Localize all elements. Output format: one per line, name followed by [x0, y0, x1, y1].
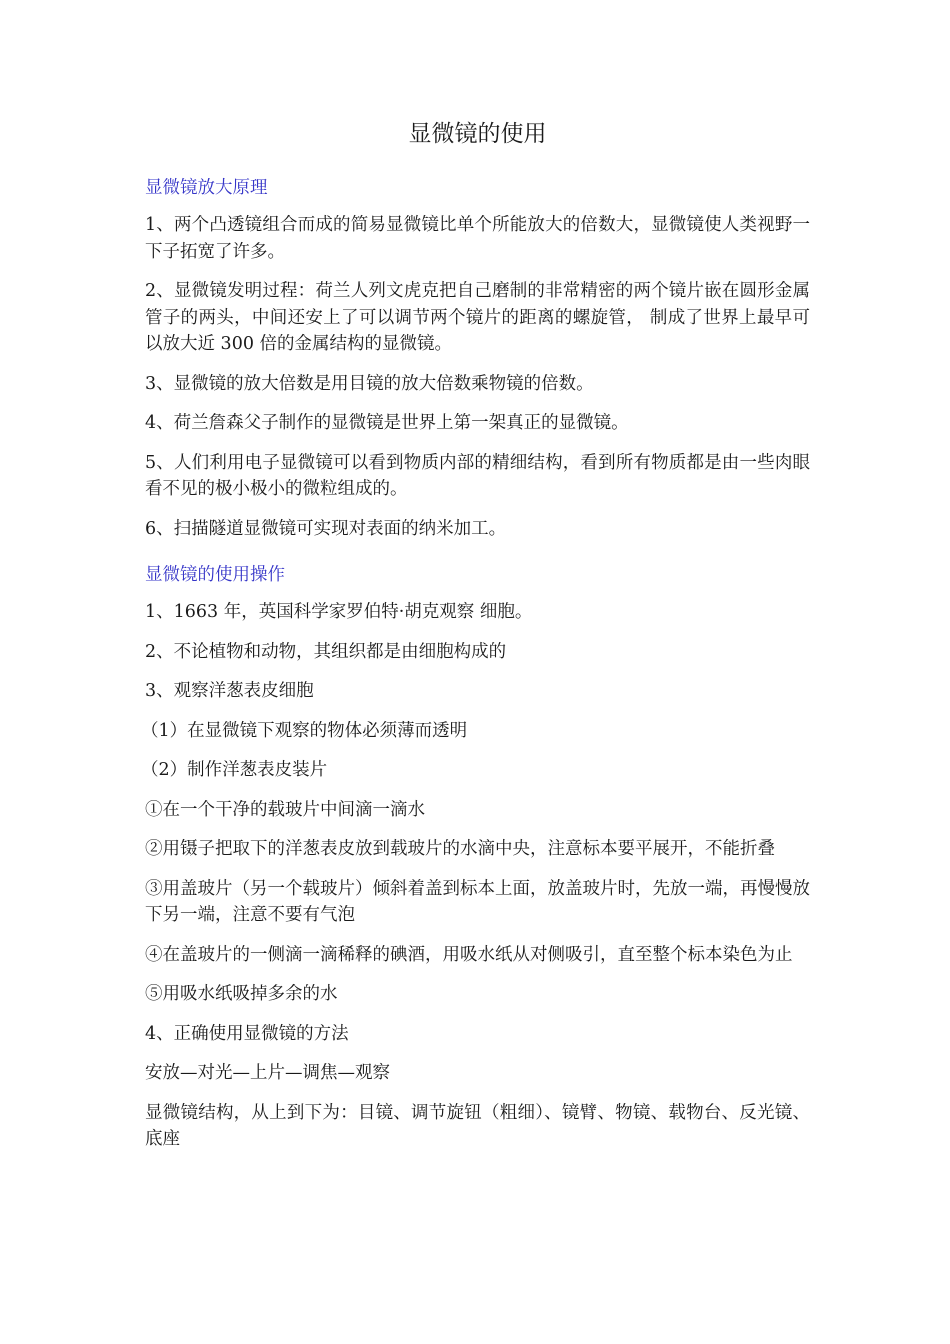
paragraph: 1、两个凸透镜组合而成的简易显微镜比单个所能放大的倍数大，显微镜使人类视野一下子拓宽了许多。: [145, 215, 810, 262]
document-body: [141, 175, 810, 1166]
document-title: 显微镜的使用: [408, 121, 547, 147]
paragraph: ④在盖玻片的一侧滴一滴稀释的碘酒，用吸水纸从对侧吸引，直至整个标本染色为止: [145, 944, 793, 965]
paragraph: ②用镊子把取下的洋葱表皮放到载玻片的水滴中央，注意标本要平展开，不能折叠: [145, 839, 775, 859]
paragraph: ①在一个干净的载玻片中间滴一滴水: [145, 799, 425, 820]
paragraph: 6、扫描隧道显微镜可实现对表面的纳米加工。: [145, 518, 507, 539]
paragraph: ⑤用吸水纸吸掉多余的水: [145, 984, 338, 1004]
paragraph: （1）在显微镜下观察的物体必须薄而透明: [141, 720, 468, 741]
section-heading-usage-operation: 显微镜的使用操作: [145, 565, 285, 585]
paragraph: （2）制作洋葱表皮装片: [141, 760, 328, 780]
paragraph: 1、1663 年，英国科学家罗伯特·胡克观察 细胞。: [145, 602, 533, 622]
paragraph: 4、荷兰詹森父子制作的显微镜是世界上第一架真正的显微镜。: [145, 413, 629, 433]
section-heading-magnification-principle: 显微镜放大原理: [145, 178, 268, 198]
paragraph: 3、观察洋葱表皮细胞: [145, 681, 314, 701]
paragraph: 2、显微镜发明过程：荷兰人列文虎克把自己磨制的非常精密的两个镜片嵌在圆形金属管子的两头，中间还安上了可以调节两个镜片的距离的螺旋管， 制成了世界上最早可以放大近 300 倍的金属结构的显微镜。: [145, 281, 810, 354]
paragraph: 安放—对光—上片—调焦—观察: [145, 1063, 390, 1083]
paragraph: 2、不论植物和动物，其组织都是由细胞构成的: [145, 641, 507, 662]
paragraph: 3、显微镜的放大倍数是用目镜的放大倍数乘物镜的倍数。: [145, 373, 594, 394]
paragraph: 4、正确使用显微镜的方法: [145, 1023, 349, 1044]
paragraph: 显微镜结构，从上到下为：目镜、调节旋钮（粗细）、镜臂、物镜、载物台、反光镜、底座: [145, 1102, 810, 1149]
paragraph: ③用盖玻片（另一个载玻片）倾斜着盖到标本上面，放盖玻片时，先放一端，再慢慢放下另一端，注意不要有气泡: [145, 878, 810, 925]
paragraph: 5、人们利用电子显微镜可以看到物质内部的精细结构，看到所有物质都是由一些肉眼看不见的极小极小的微粒组成的。: [145, 452, 810, 499]
